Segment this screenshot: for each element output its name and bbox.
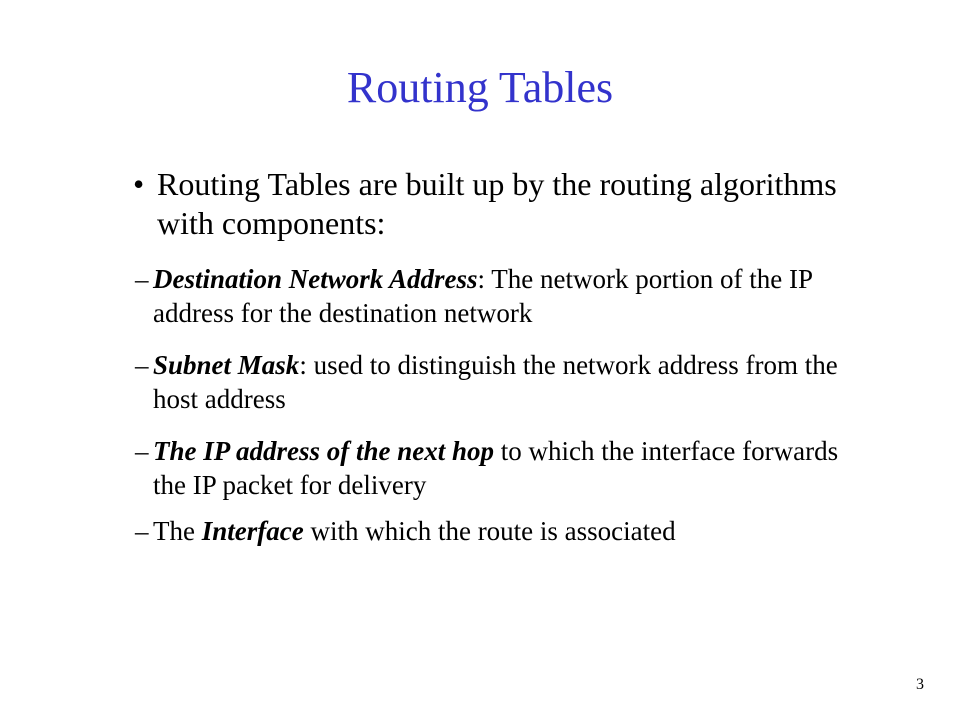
sub-item-emph: Subnet Mask: [153, 350, 300, 380]
sub-item-emph: Interface: [201, 516, 304, 546]
dash-icon: –: [135, 350, 149, 380]
sub-item-text: : The network portion of the IP address for the destination network: [153, 264, 812, 328]
sub-item-emph: Destination Network Address: [153, 264, 478, 294]
dash-icon: –: [135, 516, 149, 546]
bullet-dot-icon: •: [133, 166, 145, 202]
sub-item-text: to which the interface forwards the IP packet for delivery: [153, 436, 839, 500]
sub-item-text: : used to distinguish the network address from the host address: [153, 350, 838, 414]
sub-item-text: with which the route is associated: [303, 516, 676, 546]
dash-icon: –: [135, 264, 149, 294]
main-bullet: [133, 165, 877, 243]
sub-item-subnet: [135, 348, 873, 416]
sub-item-emph: The IP address of the next hop: [153, 436, 495, 466]
dash-icon: –: [135, 436, 149, 466]
slide-title: Routing Tables: [346, 63, 614, 112]
page-number: 3: [916, 676, 924, 693]
sub-item-pre: The: [153, 516, 202, 546]
sub-item-interface: [135, 514, 873, 548]
main-bullet-text: Routing Tables are built up by the routing algorithms with components:: [157, 166, 837, 241]
sub-item-next-hop: [135, 434, 873, 502]
sub-item-destination: [135, 262, 873, 330]
